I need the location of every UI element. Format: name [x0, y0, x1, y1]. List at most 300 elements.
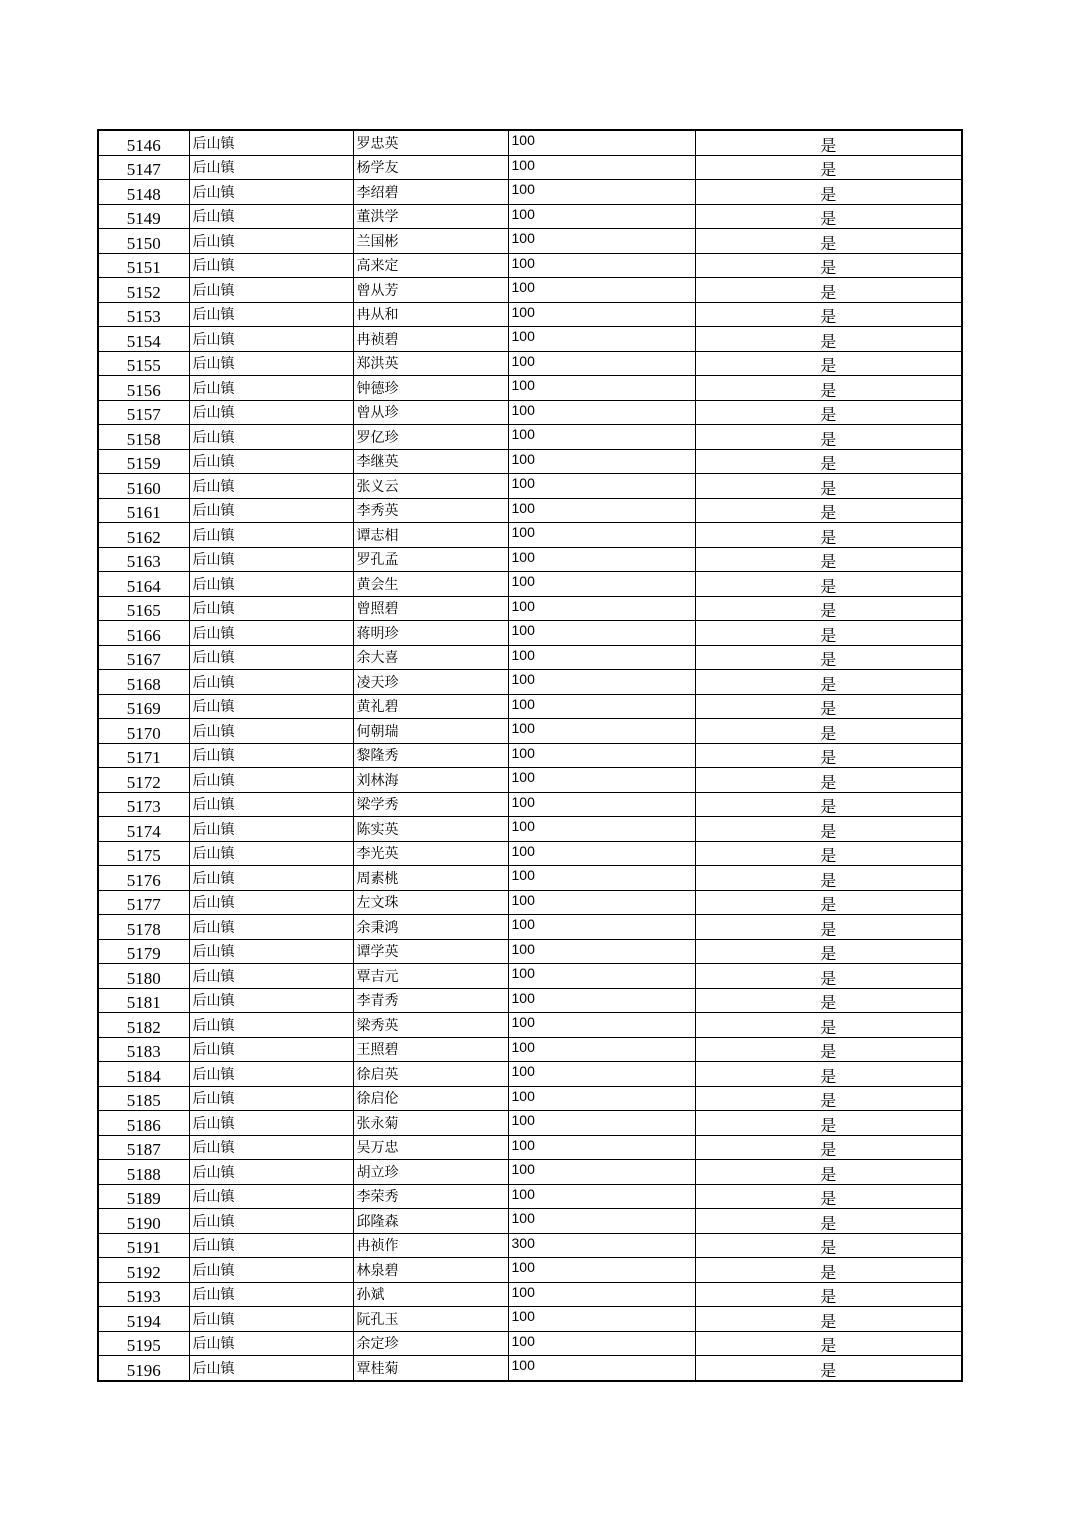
table-row — [98, 596, 962, 621]
town-cell: 后山镇 — [189, 1062, 353, 1087]
amount-cell: 300 — [508, 1233, 695, 1258]
amount-cell: 100 — [508, 694, 695, 719]
sequence-number-cell: 5184 — [98, 1062, 189, 1087]
town-cell: 后山镇 — [189, 1037, 353, 1062]
sequence-number-cell: 5193 — [98, 1282, 189, 1307]
sequence-number-cell: 5188 — [98, 1160, 189, 1185]
flag-cell: 是 — [695, 523, 962, 548]
table-row — [98, 939, 962, 964]
flag-cell: 是 — [695, 792, 962, 817]
sequence-number-cell: 5171 — [98, 743, 189, 768]
table-row — [98, 1184, 962, 1209]
table-row — [98, 645, 962, 670]
name-cell: 曾从珍 — [353, 400, 508, 425]
name-cell: 梁秀英 — [353, 1013, 508, 1038]
name-cell: 孙斌 — [353, 1282, 508, 1307]
amount-cell: 100 — [508, 253, 695, 278]
amount-cell: 100 — [508, 229, 695, 254]
flag-cell: 是 — [695, 1086, 962, 1111]
flag-cell: 是 — [695, 1135, 962, 1160]
amount-cell: 100 — [508, 302, 695, 327]
table-row — [98, 1209, 962, 1234]
name-cell: 李青秀 — [353, 988, 508, 1013]
amount-cell: 100 — [508, 890, 695, 915]
flag-cell: 是 — [695, 278, 962, 303]
table-row — [98, 1062, 962, 1087]
town-cell: 后山镇 — [189, 1282, 353, 1307]
amount-cell: 100 — [508, 278, 695, 303]
sequence-number-cell: 5162 — [98, 523, 189, 548]
flag-cell: 是 — [695, 939, 962, 964]
amount-cell: 100 — [508, 866, 695, 891]
town-cell: 后山镇 — [189, 155, 353, 180]
name-cell: 李荣秀 — [353, 1184, 508, 1209]
table-row — [98, 180, 962, 205]
amount-cell: 100 — [508, 719, 695, 744]
name-cell: 杨学友 — [353, 155, 508, 180]
name-cell: 钟德珍 — [353, 376, 508, 401]
sequence-number-cell: 5190 — [98, 1209, 189, 1234]
sequence-number-cell: 5166 — [98, 621, 189, 646]
town-cell: 后山镇 — [189, 939, 353, 964]
table-row — [98, 988, 962, 1013]
name-cell: 林泉碧 — [353, 1258, 508, 1283]
town-cell: 后山镇 — [189, 694, 353, 719]
town-cell: 后山镇 — [189, 964, 353, 989]
flag-cell: 是 — [695, 817, 962, 842]
flag-cell: 是 — [695, 596, 962, 621]
name-cell: 覃桂菊 — [353, 1356, 508, 1381]
town-cell: 后山镇 — [189, 743, 353, 768]
table-row — [98, 1356, 962, 1381]
name-cell: 胡立珍 — [353, 1160, 508, 1185]
flag-cell: 是 — [695, 964, 962, 989]
table-row — [98, 1111, 962, 1136]
flag-cell: 是 — [695, 155, 962, 180]
amount-cell: 100 — [508, 621, 695, 646]
town-cell: 后山镇 — [189, 130, 353, 155]
town-cell: 后山镇 — [189, 719, 353, 744]
flag-cell: 是 — [695, 694, 962, 719]
table-body — [98, 130, 962, 1381]
amount-cell: 100 — [508, 1258, 695, 1283]
town-cell: 后山镇 — [189, 180, 353, 205]
sequence-number-cell: 5187 — [98, 1135, 189, 1160]
data-table — [97, 129, 963, 1382]
town-cell: 后山镇 — [189, 890, 353, 915]
flag-cell: 是 — [695, 547, 962, 572]
sequence-number-cell: 5196 — [98, 1356, 189, 1381]
table-row — [98, 890, 962, 915]
amount-cell: 100 — [508, 817, 695, 842]
sequence-number-cell: 5152 — [98, 278, 189, 303]
name-cell: 兰国彬 — [353, 229, 508, 254]
flag-cell: 是 — [695, 204, 962, 229]
town-cell: 后山镇 — [189, 278, 353, 303]
amount-cell: 100 — [508, 1160, 695, 1185]
amount-cell: 100 — [508, 351, 695, 376]
amount-cell: 100 — [508, 180, 695, 205]
amount-cell: 100 — [508, 327, 695, 352]
name-cell: 阮孔玉 — [353, 1307, 508, 1332]
sequence-number-cell: 5176 — [98, 866, 189, 891]
name-cell: 周素桃 — [353, 866, 508, 891]
sequence-number-cell: 5161 — [98, 498, 189, 523]
name-cell: 余秉鸿 — [353, 915, 508, 940]
name-cell: 李光英 — [353, 841, 508, 866]
amount-cell: 100 — [508, 1209, 695, 1234]
sequence-number-cell: 5185 — [98, 1086, 189, 1111]
amount-cell: 100 — [508, 1184, 695, 1209]
flag-cell: 是 — [695, 1356, 962, 1381]
town-cell: 后山镇 — [189, 866, 353, 891]
flag-cell: 是 — [695, 621, 962, 646]
amount-cell: 100 — [508, 1062, 695, 1087]
flag-cell: 是 — [695, 1307, 962, 1332]
sequence-number-cell: 5151 — [98, 253, 189, 278]
town-cell: 后山镇 — [189, 547, 353, 572]
sequence-number-cell: 5159 — [98, 449, 189, 474]
table-row — [98, 547, 962, 572]
amount-cell: 100 — [508, 155, 695, 180]
flag-cell: 是 — [695, 474, 962, 499]
flag-cell: 是 — [695, 1258, 962, 1283]
town-cell: 后山镇 — [189, 474, 353, 499]
sequence-number-cell: 5160 — [98, 474, 189, 499]
table-row — [98, 278, 962, 303]
sequence-number-cell: 5156 — [98, 376, 189, 401]
table-row — [98, 817, 962, 842]
town-cell: 后山镇 — [189, 988, 353, 1013]
flag-cell: 是 — [695, 768, 962, 793]
amount-cell: 100 — [508, 376, 695, 401]
sequence-number-cell: 5163 — [98, 547, 189, 572]
flag-cell: 是 — [695, 719, 962, 744]
town-cell: 后山镇 — [189, 915, 353, 940]
amount-cell: 100 — [508, 449, 695, 474]
amount-cell: 100 — [508, 498, 695, 523]
town-cell: 后山镇 — [189, 768, 353, 793]
name-cell: 刘林海 — [353, 768, 508, 793]
sequence-number-cell: 5157 — [98, 400, 189, 425]
town-cell: 后山镇 — [189, 449, 353, 474]
table-row — [98, 792, 962, 817]
amount-cell: 100 — [508, 596, 695, 621]
name-cell: 冉祯作 — [353, 1233, 508, 1258]
amount-cell: 100 — [508, 841, 695, 866]
name-cell: 李秀英 — [353, 498, 508, 523]
sequence-number-cell: 5186 — [98, 1111, 189, 1136]
town-cell: 后山镇 — [189, 1135, 353, 1160]
sequence-number-cell: 5168 — [98, 670, 189, 695]
amount-cell: 100 — [508, 130, 695, 155]
table-row — [98, 768, 962, 793]
name-cell: 徐启英 — [353, 1062, 508, 1087]
flag-cell: 是 — [695, 400, 962, 425]
town-cell: 后山镇 — [189, 1356, 353, 1381]
town-cell: 后山镇 — [189, 841, 353, 866]
sequence-number-cell: 5194 — [98, 1307, 189, 1332]
town-cell: 后山镇 — [189, 670, 353, 695]
flag-cell: 是 — [695, 229, 962, 254]
sequence-number-cell: 5192 — [98, 1258, 189, 1283]
flag-cell: 是 — [695, 302, 962, 327]
name-cell: 何朝瑞 — [353, 719, 508, 744]
name-cell: 黄会生 — [353, 572, 508, 597]
sequence-number-cell: 5175 — [98, 841, 189, 866]
table-row — [98, 1037, 962, 1062]
name-cell: 董洪学 — [353, 204, 508, 229]
amount-cell: 100 — [508, 523, 695, 548]
table-row — [98, 964, 962, 989]
amount-cell: 100 — [508, 768, 695, 793]
town-cell: 后山镇 — [189, 523, 353, 548]
amount-cell: 100 — [508, 1282, 695, 1307]
name-cell: 罗忠英 — [353, 130, 508, 155]
name-cell: 左文珠 — [353, 890, 508, 915]
sequence-number-cell: 5180 — [98, 964, 189, 989]
sequence-number-cell: 5181 — [98, 988, 189, 1013]
sequence-number-cell: 5183 — [98, 1037, 189, 1062]
flag-cell: 是 — [695, 425, 962, 450]
table-row — [98, 1086, 962, 1111]
name-cell: 张义云 — [353, 474, 508, 499]
name-cell: 余大喜 — [353, 645, 508, 670]
sequence-number-cell: 5169 — [98, 694, 189, 719]
amount-cell: 100 — [508, 204, 695, 229]
flag-cell: 是 — [695, 1184, 962, 1209]
name-cell: 李绍碧 — [353, 180, 508, 205]
name-cell: 郑洪英 — [353, 351, 508, 376]
amount-cell: 100 — [508, 1037, 695, 1062]
flag-cell: 是 — [695, 351, 962, 376]
amount-cell: 100 — [508, 547, 695, 572]
town-cell: 后山镇 — [189, 1233, 353, 1258]
table-row — [98, 1160, 962, 1185]
flag-cell: 是 — [695, 498, 962, 523]
amount-cell: 100 — [508, 572, 695, 597]
table-row — [98, 425, 962, 450]
table-row — [98, 327, 962, 352]
sequence-number-cell: 5182 — [98, 1013, 189, 1038]
flag-cell: 是 — [695, 449, 962, 474]
flag-cell: 是 — [695, 890, 962, 915]
flag-cell: 是 — [695, 645, 962, 670]
flag-cell: 是 — [695, 1209, 962, 1234]
name-cell: 梁学秀 — [353, 792, 508, 817]
flag-cell: 是 — [695, 1013, 962, 1038]
town-cell: 后山镇 — [189, 645, 353, 670]
amount-cell: 100 — [508, 645, 695, 670]
table-row — [98, 743, 962, 768]
name-cell: 谭志相 — [353, 523, 508, 548]
table-row — [98, 302, 962, 327]
table-row — [98, 155, 962, 180]
flag-cell: 是 — [695, 841, 962, 866]
name-cell: 吴万忠 — [353, 1135, 508, 1160]
sequence-number-cell: 5146 — [98, 130, 189, 155]
amount-cell: 100 — [508, 400, 695, 425]
flag-cell: 是 — [695, 1111, 962, 1136]
flag-cell: 是 — [695, 1331, 962, 1356]
amount-cell: 100 — [508, 939, 695, 964]
flag-cell: 是 — [695, 327, 962, 352]
table-row — [98, 376, 962, 401]
amount-cell: 100 — [508, 1135, 695, 1160]
sequence-number-cell: 5172 — [98, 768, 189, 793]
amount-cell: 100 — [508, 964, 695, 989]
town-cell: 后山镇 — [189, 1013, 353, 1038]
flag-cell: 是 — [695, 180, 962, 205]
name-cell: 黄礼碧 — [353, 694, 508, 719]
flag-cell: 是 — [695, 1282, 962, 1307]
table-row — [98, 498, 962, 523]
table-row — [98, 1258, 962, 1283]
table-row — [98, 866, 962, 891]
sequence-number-cell: 5164 — [98, 572, 189, 597]
sequence-number-cell: 5191 — [98, 1233, 189, 1258]
name-cell: 曾从芳 — [353, 278, 508, 303]
sequence-number-cell: 5195 — [98, 1331, 189, 1356]
amount-cell: 100 — [508, 915, 695, 940]
table-row — [98, 253, 962, 278]
flag-cell: 是 — [695, 988, 962, 1013]
flag-cell: 是 — [695, 743, 962, 768]
name-cell: 张永菊 — [353, 1111, 508, 1136]
flag-cell: 是 — [695, 130, 962, 155]
amount-cell: 100 — [508, 1331, 695, 1356]
name-cell: 邱隆森 — [353, 1209, 508, 1234]
name-cell: 余定珍 — [353, 1331, 508, 1356]
table-row — [98, 523, 962, 548]
name-cell: 陈实英 — [353, 817, 508, 842]
table-row — [98, 474, 962, 499]
sequence-number-cell: 5174 — [98, 817, 189, 842]
amount-cell: 100 — [508, 1013, 695, 1038]
flag-cell: 是 — [695, 1037, 962, 1062]
town-cell: 后山镇 — [189, 351, 353, 376]
sequence-number-cell: 5149 — [98, 204, 189, 229]
table-row — [98, 130, 962, 155]
town-cell: 后山镇 — [189, 1258, 353, 1283]
table-row — [98, 572, 962, 597]
table-row — [98, 1013, 962, 1038]
name-cell: 冉从和 — [353, 302, 508, 327]
sequence-number-cell: 5189 — [98, 1184, 189, 1209]
amount-cell: 100 — [508, 1356, 695, 1381]
table-row — [98, 670, 962, 695]
amount-cell: 100 — [508, 1307, 695, 1332]
flag-cell: 是 — [695, 670, 962, 695]
name-cell: 曾照碧 — [353, 596, 508, 621]
town-cell: 后山镇 — [189, 1209, 353, 1234]
town-cell: 后山镇 — [189, 792, 353, 817]
table-row — [98, 915, 962, 940]
town-cell: 后山镇 — [189, 425, 353, 450]
table-row — [98, 1331, 962, 1356]
table-row — [98, 400, 962, 425]
town-cell: 后山镇 — [189, 596, 353, 621]
table-row — [98, 694, 962, 719]
sequence-number-cell: 5167 — [98, 645, 189, 670]
town-cell: 后山镇 — [189, 572, 353, 597]
town-cell: 后山镇 — [189, 253, 353, 278]
town-cell: 后山镇 — [189, 400, 353, 425]
town-cell: 后山镇 — [189, 229, 353, 254]
name-cell: 王照碧 — [353, 1037, 508, 1062]
name-cell: 罗亿珍 — [353, 425, 508, 450]
name-cell: 冉祯碧 — [353, 327, 508, 352]
sequence-number-cell: 5147 — [98, 155, 189, 180]
sequence-number-cell: 5177 — [98, 890, 189, 915]
sequence-number-cell: 5173 — [98, 792, 189, 817]
table-row — [98, 841, 962, 866]
flag-cell: 是 — [695, 572, 962, 597]
town-cell: 后山镇 — [189, 1331, 353, 1356]
amount-cell: 100 — [508, 1111, 695, 1136]
town-cell: 后山镇 — [189, 204, 353, 229]
name-cell: 黎隆秀 — [353, 743, 508, 768]
table-row — [98, 1282, 962, 1307]
table-row — [98, 1135, 962, 1160]
town-cell: 后山镇 — [189, 1111, 353, 1136]
amount-cell: 100 — [508, 988, 695, 1013]
sequence-number-cell: 5153 — [98, 302, 189, 327]
table-row — [98, 1307, 962, 1332]
amount-cell: 100 — [508, 792, 695, 817]
table-row — [98, 621, 962, 646]
town-cell: 后山镇 — [189, 376, 353, 401]
name-cell: 凌天珍 — [353, 670, 508, 695]
town-cell: 后山镇 — [189, 302, 353, 327]
table-row — [98, 229, 962, 254]
town-cell: 后山镇 — [189, 621, 353, 646]
town-cell: 后山镇 — [189, 327, 353, 352]
flag-cell: 是 — [695, 1062, 962, 1087]
flag-cell: 是 — [695, 915, 962, 940]
flag-cell: 是 — [695, 1233, 962, 1258]
town-cell: 后山镇 — [189, 1086, 353, 1111]
name-cell: 李继英 — [353, 449, 508, 474]
sequence-number-cell: 5170 — [98, 719, 189, 744]
town-cell: 后山镇 — [189, 1160, 353, 1185]
sequence-number-cell: 5165 — [98, 596, 189, 621]
table-row — [98, 1233, 962, 1258]
name-cell: 谭学英 — [353, 939, 508, 964]
town-cell: 后山镇 — [189, 498, 353, 523]
flag-cell: 是 — [695, 866, 962, 891]
flag-cell: 是 — [695, 376, 962, 401]
amount-cell: 100 — [508, 1086, 695, 1111]
sequence-number-cell: 5178 — [98, 915, 189, 940]
table-row — [98, 449, 962, 474]
flag-cell: 是 — [695, 1160, 962, 1185]
sequence-number-cell: 5154 — [98, 327, 189, 352]
amount-cell: 100 — [508, 474, 695, 499]
name-cell: 罗孔孟 — [353, 547, 508, 572]
name-cell: 徐启伦 — [353, 1086, 508, 1111]
name-cell: 蒋明珍 — [353, 621, 508, 646]
town-cell: 后山镇 — [189, 1184, 353, 1209]
table-row — [98, 351, 962, 376]
amount-cell: 100 — [508, 743, 695, 768]
amount-cell: 100 — [508, 425, 695, 450]
name-cell: 高来定 — [353, 253, 508, 278]
sequence-number-cell: 5158 — [98, 425, 189, 450]
sequence-number-cell: 5155 — [98, 351, 189, 376]
name-cell: 覃吉元 — [353, 964, 508, 989]
amount-cell: 100 — [508, 670, 695, 695]
